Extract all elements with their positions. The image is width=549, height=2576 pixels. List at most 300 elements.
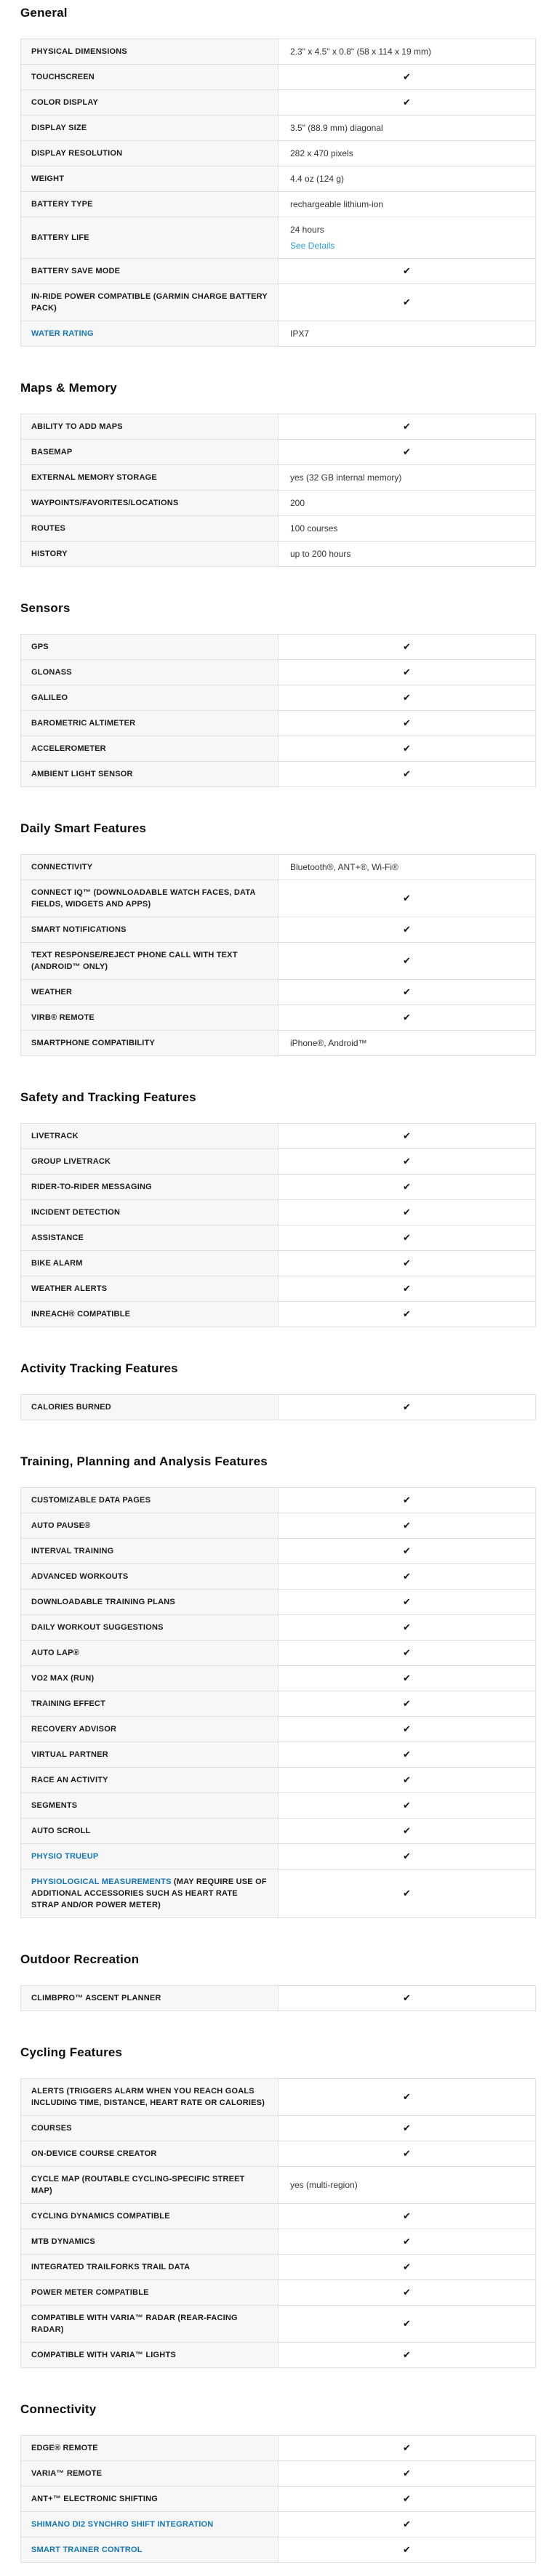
spec-label	[21, 980, 278, 1005]
spec-row	[21, 2141, 536, 2167]
spec-label	[21, 1276, 278, 1302]
spec-row	[21, 65, 536, 90]
spec-value	[278, 90, 536, 116]
checkmark-icon: ✔	[403, 1283, 411, 1294]
checkmark-icon: ✔	[403, 2318, 411, 2329]
spec-table	[20, 414, 536, 567]
spec-label-text: EDGE® REMOTE	[31, 2444, 98, 2452]
spec-label	[21, 1005, 278, 1031]
checkmark-icon: ✔	[403, 1647, 411, 1658]
section-title: Sensors	[20, 601, 71, 615]
checkmark-icon: ✔	[403, 2442, 411, 2453]
spec-value	[278, 980, 536, 1005]
spec-label-text: CYCLING DYNAMICS COMPATIBLE	[31, 2212, 170, 2221]
spec-value	[278, 1768, 536, 1793]
spec-label-text: ABILITY TO ADD MAPS	[31, 422, 123, 431]
spec-value	[278, 1717, 536, 1742]
spec-label-text: GLONASS	[31, 668, 72, 677]
spec-label	[21, 880, 278, 917]
spec-value	[278, 1564, 536, 1590]
spec-value	[278, 39, 536, 65]
spec-label-text: VIRTUAL PARTNER	[31, 1750, 108, 1759]
checkmark-icon: ✔	[403, 1673, 411, 1683]
spec-label	[21, 65, 278, 90]
spec-value	[278, 166, 536, 192]
spec-label	[21, 2204, 278, 2229]
spec-value	[278, 2436, 536, 2461]
checkmark-icon: ✔	[403, 768, 411, 779]
spec-label	[21, 1251, 278, 1276]
spec-value	[278, 635, 536, 660]
spec-row	[21, 1005, 536, 1031]
spec-section	[20, 381, 536, 567]
spec-label-text: RACE AN ACTIVITY	[31, 1776, 108, 1784]
spec-label	[21, 2487, 278, 2512]
spec-row	[21, 1149, 536, 1175]
spec-row	[21, 943, 536, 980]
spec-value	[278, 1539, 536, 1564]
spec-label-text: ASSISTANCE	[31, 1233, 84, 1242]
spec-value	[278, 2343, 536, 2368]
section-title: Safety and Tracking Features	[20, 1090, 196, 1104]
spec-label	[21, 2280, 278, 2306]
spec-label-text: SMART NOTIFICATIONS	[31, 925, 127, 934]
checkmark-icon: ✔	[403, 692, 411, 703]
checkmark-icon: ✔	[403, 641, 411, 652]
spec-value	[278, 1225, 536, 1251]
spec-value	[278, 2512, 536, 2537]
spec-label-text: INTERVAL TRAINING	[31, 1547, 114, 1555]
spec-label-text: INREACH® COMPATIBLE	[31, 1310, 131, 1319]
section-title: Daily Smart Features	[20, 821, 147, 835]
spec-label-text: CONNECT IQ™ (DOWNLOADABLE WATCH FACES, DATA FIELDS, WIDGETS AND APPS)	[31, 888, 256, 909]
spec-value	[278, 440, 536, 465]
spec-value	[278, 1590, 536, 1615]
spec-row	[21, 2255, 536, 2280]
spec-row	[21, 440, 536, 465]
spec-value	[278, 321, 536, 347]
spec-value	[278, 917, 536, 943]
spec-label	[21, 1869, 278, 1918]
checkmark-icon: ✔	[403, 421, 411, 432]
spec-label-link[interactable]: WATER RATING	[31, 329, 94, 338]
spec-table	[20, 1985, 536, 2011]
checkmark-icon: ✔	[403, 2261, 411, 2272]
spec-section	[20, 601, 536, 787]
spec-row	[21, 2306, 536, 2343]
spec-value	[278, 711, 536, 736]
spec-section	[20, 6, 536, 347]
spec-label-text: RIDER-TO-RIDER MESSAGING	[31, 1183, 152, 1191]
spec-row	[21, 321, 536, 347]
spec-label-text: BASEMAP	[31, 448, 73, 456]
spec-row	[21, 1742, 536, 1768]
spec-value	[278, 2280, 536, 2306]
spec-label-text: WEATHER	[31, 988, 73, 997]
checkmark-icon: ✔	[403, 71, 411, 82]
spec-value	[278, 2204, 536, 2229]
checkmark-icon: ✔	[403, 667, 411, 677]
spec-row	[21, 465, 536, 491]
spec-label-text: DISPLAY SIZE	[31, 124, 87, 132]
spec-row	[21, 1844, 536, 1869]
spec-section	[20, 2045, 536, 2368]
spec-value	[278, 1793, 536, 1819]
spec-value	[278, 1200, 536, 1225]
spec-label-text: BAROMETRIC ALTIMETER	[31, 719, 136, 728]
spec-label	[21, 1564, 278, 1590]
spec-row	[21, 1395, 536, 1420]
spec-label-text: WEATHER ALERTS	[31, 1284, 108, 1293]
spec-label	[21, 166, 278, 192]
checkmark-icon: ✔	[403, 2148, 411, 2159]
checkmark-icon: ✔	[403, 1774, 411, 1785]
spec-label	[21, 1225, 278, 1251]
spec-row	[21, 1819, 536, 1844]
spec-label	[21, 685, 278, 711]
spec-row	[21, 516, 536, 542]
spec-table	[20, 634, 536, 787]
checkmark-icon: ✔	[403, 1520, 411, 1531]
spec-value	[278, 2229, 536, 2255]
spec-label-text: BATTERY SAVE MODE	[31, 267, 121, 275]
spec-value-text: Bluetooth®, ANT+®, Wi-Fi®	[290, 862, 398, 872]
spec-label	[21, 1513, 278, 1539]
spec-row	[21, 2343, 536, 2368]
spec-table	[20, 39, 536, 347]
spec-value-text: yes (multi-region)	[290, 2180, 358, 2190]
spec-value	[278, 542, 536, 567]
spec-table	[20, 1394, 536, 1420]
checkmark-icon: ✔	[403, 955, 411, 966]
spec-value	[278, 2306, 536, 2343]
spec-value	[278, 65, 536, 90]
spec-label	[21, 284, 278, 321]
spec-value	[278, 1986, 536, 2011]
spec-value	[278, 1666, 536, 1691]
spec-label	[21, 440, 278, 465]
spec-value	[278, 1641, 536, 1666]
spec-row	[21, 1302, 536, 1327]
section-title: Cycling Features	[20, 2045, 123, 2059]
spec-row	[21, 2079, 536, 2116]
spec-value	[278, 2167, 536, 2204]
spec-value	[278, 2079, 536, 2116]
spec-label	[21, 1590, 278, 1615]
spec-label-text: COMPATIBLE WITH VARIA™ RADAR (REAR-FACING RADAR)	[31, 2314, 238, 2334]
spec-row	[21, 917, 536, 943]
spec-value	[278, 2461, 536, 2487]
spec-value	[278, 2255, 536, 2280]
spec-value	[278, 516, 536, 542]
checkmark-icon: ✔	[403, 446, 411, 457]
spec-value-text: rechargeable lithium-ion	[290, 199, 384, 209]
checkmark-icon: ✔	[403, 1232, 411, 1243]
checkmark-icon: ✔	[403, 1723, 411, 1734]
spec-label	[21, 1641, 278, 1666]
spec-label	[21, 2167, 278, 2204]
spec-value	[278, 1302, 536, 1327]
spec-label-text: BATTERY LIFE	[31, 233, 89, 242]
spec-label	[21, 1986, 278, 2011]
section-title: Outdoor Recreation	[20, 1952, 140, 1966]
spec-label-text: AUTO SCROLL	[31, 1827, 91, 1835]
spec-label	[21, 491, 278, 516]
spec-label	[21, 1844, 278, 1869]
spec-label-text: AUTO LAP®	[31, 1649, 79, 1657]
spec-label-text: VO2 MAX (RUN)	[31, 1674, 95, 1683]
checkmark-icon: ✔	[403, 2493, 411, 2504]
spec-row	[21, 542, 536, 567]
spec-label-text: CYCLE MAP (ROUTABLE CYCLING-SPECIFIC STREET MAP)	[31, 2175, 245, 2195]
spec-row	[21, 1986, 536, 2011]
spec-value	[278, 1819, 536, 1844]
checkmark-icon: ✔	[403, 717, 411, 728]
spec-label-text: GPS	[31, 643, 49, 651]
spec-label-text: ANT+™ ELECTRONIC SHIFTING	[31, 2495, 158, 2503]
spec-value	[278, 284, 536, 321]
spec-label	[21, 259, 278, 284]
spec-label-text: BIKE ALARM	[31, 1259, 83, 1268]
spec-row	[21, 2167, 536, 2204]
spec-value	[278, 217, 536, 259]
spec-row	[21, 855, 536, 880]
checkmark-icon: ✔	[403, 1749, 411, 1760]
spec-label	[21, 90, 278, 116]
spec-value-text: iPhone®, Android™	[290, 1038, 367, 1048]
spec-label	[21, 1302, 278, 1327]
see-details-link[interactable]: See Details	[290, 241, 335, 251]
spec-label-link[interactable]: PHYSIOLOGICAL MEASUREMENTS	[31, 1877, 172, 1886]
spec-row	[21, 1615, 536, 1641]
spec-section	[20, 821, 536, 1056]
checkmark-icon: ✔	[403, 986, 411, 997]
checkmark-icon: ✔	[403, 1207, 411, 1217]
checkmark-icon: ✔	[403, 1308, 411, 1319]
spec-value-text: up to 200 hours	[290, 549, 351, 559]
spec-row	[21, 762, 536, 787]
spec-table	[20, 2435, 536, 2563]
spec-value	[278, 1251, 536, 1276]
spec-value	[278, 414, 536, 440]
spec-label-text: TOUCHSCREEN	[31, 73, 95, 81]
spec-label	[21, 1395, 278, 1420]
spec-row	[21, 1124, 536, 1149]
spec-label	[21, 1149, 278, 1175]
checkmark-icon: ✔	[403, 2544, 411, 2555]
spec-row	[21, 1564, 536, 1590]
checkmark-icon: ✔	[403, 297, 411, 307]
checkmark-icon: ✔	[403, 1622, 411, 1633]
spec-value	[278, 1869, 536, 1918]
spec-label	[21, 1124, 278, 1149]
checkmark-icon: ✔	[403, 743, 411, 754]
spec-value	[278, 1175, 536, 1200]
spec-label	[21, 465, 278, 491]
spec-value	[278, 2537, 536, 2563]
spec-section	[20, 1952, 536, 2011]
spec-label	[21, 1031, 278, 1056]
spec-value	[278, 685, 536, 711]
spec-label	[21, 762, 278, 787]
spec-value	[278, 2141, 536, 2167]
spec-value	[278, 1513, 536, 1539]
section-title: Maps & Memory	[20, 381, 117, 395]
spec-label-text: RECOVERY ADVISOR	[31, 1725, 117, 1734]
spec-label	[21, 116, 278, 141]
spec-label	[21, 711, 278, 736]
spec-row	[21, 1276, 536, 1302]
checkmark-icon: ✔	[403, 1257, 411, 1268]
spec-label	[21, 2229, 278, 2255]
spec-row	[21, 1717, 536, 1742]
spec-row	[21, 192, 536, 217]
spec-label	[21, 2255, 278, 2280]
spec-row	[21, 116, 536, 141]
spec-label	[21, 2306, 278, 2343]
spec-row	[21, 1539, 536, 1564]
spec-label	[21, 1768, 278, 1793]
spec-row	[21, 1768, 536, 1793]
spec-label-text: CALORIES BURNED	[31, 1403, 111, 1412]
spec-sections	[20, 6, 536, 2563]
spec-label	[21, 1615, 278, 1641]
checkmark-icon: ✔	[403, 1012, 411, 1023]
spec-value	[278, 1844, 536, 1869]
spec-row	[21, 1666, 536, 1691]
spec-label-text: ALERTS (TRIGGERS ALARM WHEN YOU REACH GOALS INCLUDING TIME, DISTANCE, HEART RATE OR CALORIES)	[31, 2087, 265, 2107]
spec-value	[278, 1742, 536, 1768]
spec-row	[21, 1200, 536, 1225]
spec-value	[278, 192, 536, 217]
spec-label-text: POWER METER COMPATIBLE	[31, 2288, 149, 2297]
spec-label-text: WAYPOINTS/FAVORITES/LOCATIONS	[31, 499, 179, 507]
spec-value	[278, 1615, 536, 1641]
spec-value-text: 200	[290, 498, 305, 508]
spec-value	[278, 491, 536, 516]
spec-label-text: INTEGRATED TRAILFORKS TRAIL DATA	[31, 2263, 191, 2271]
spec-label-text: SEGMENTS	[31, 1801, 78, 1810]
spec-value	[278, 259, 536, 284]
spec-label-text: WEIGHT	[31, 174, 65, 183]
checkmark-icon: ✔	[403, 1992, 411, 2003]
section-title: General	[20, 6, 68, 20]
spec-label	[21, 2343, 278, 2368]
spec-label	[21, 217, 278, 259]
spec-label-text: DOWNLOADABLE TRAINING PLANS	[31, 1598, 175, 1606]
spec-label-text: EXTERNAL MEMORY STORAGE	[31, 473, 157, 482]
spec-label	[21, 736, 278, 762]
spec-label	[21, 141, 278, 166]
spec-row	[21, 1590, 536, 1615]
checkmark-icon: ✔	[403, 1596, 411, 1607]
spec-row	[21, 1031, 536, 1056]
spec-value	[278, 2487, 536, 2512]
checkmark-icon: ✔	[403, 2210, 411, 2221]
spec-label	[21, 2461, 278, 2487]
checkmark-icon: ✔	[403, 265, 411, 276]
checkmark-icon: ✔	[403, 1156, 411, 1167]
spec-label-text: LIVETRACK	[31, 1132, 79, 1140]
spec-row	[21, 980, 536, 1005]
spec-row	[21, 635, 536, 660]
spec-label-text: CUSTOMIZABLE DATA PAGES	[31, 1496, 151, 1505]
spec-row	[21, 1793, 536, 1819]
checkmark-icon: ✔	[403, 924, 411, 935]
spec-label-link[interactable]: SMART TRAINER CONTROL	[31, 2545, 143, 2554]
checkmark-icon: ✔	[403, 1130, 411, 1141]
spec-value	[278, 2116, 536, 2141]
spec-section	[20, 2402, 536, 2563]
spec-label-text: BATTERY TYPE	[31, 200, 93, 209]
spec-row	[21, 711, 536, 736]
spec-value	[278, 465, 536, 491]
spec-label	[21, 855, 278, 880]
spec-value	[278, 855, 536, 880]
spec-table	[20, 854, 536, 1056]
spec-value-text: 4.4 oz (124 g)	[290, 174, 345, 184]
checkmark-icon: ✔	[403, 1851, 411, 1861]
spec-row	[21, 217, 536, 259]
spec-label-text: ADVANCED WORKOUTS	[31, 1572, 129, 1581]
spec-row	[21, 2116, 536, 2141]
spec-value	[278, 943, 536, 980]
spec-value	[278, 1488, 536, 1513]
spec-label	[21, 1691, 278, 1717]
spec-row	[21, 2461, 536, 2487]
spec-label	[21, 1488, 278, 1513]
spec-row	[21, 284, 536, 321]
spec-table	[20, 2078, 536, 2368]
spec-value	[278, 736, 536, 762]
checkmark-icon: ✔	[403, 2287, 411, 2298]
spec-label-text: COMPATIBLE WITH VARIA™ LIGHTS	[31, 2351, 176, 2359]
spec-label-text: MTB DYNAMICS	[31, 2237, 95, 2246]
spec-label-text: SMARTPHONE COMPATIBILITY	[31, 1039, 155, 1047]
spec-row	[21, 660, 536, 685]
checkmark-icon: ✔	[403, 1800, 411, 1811]
spec-value	[278, 1005, 536, 1031]
spec-row	[21, 2204, 536, 2229]
spec-table	[20, 1487, 536, 1918]
spec-label	[21, 943, 278, 980]
checkmark-icon: ✔	[403, 893, 411, 903]
spec-label	[21, 2537, 278, 2563]
spec-label	[21, 635, 278, 660]
spec-row	[21, 39, 536, 65]
spec-label	[21, 2436, 278, 2461]
spec-label-text: ROUTES	[31, 524, 66, 533]
spec-row	[21, 1175, 536, 1200]
spec-label	[21, 2116, 278, 2141]
spec-row	[21, 2537, 536, 2563]
spec-label	[21, 917, 278, 943]
section-title: Connectivity	[20, 2402, 97, 2416]
spec-row	[21, 880, 536, 917]
spec-label-link[interactable]: PHYSIO TRUEUP	[31, 1852, 99, 1861]
checkmark-icon: ✔	[403, 97, 411, 108]
spec-label-link[interactable]: SHIMANO DI2 SYNCHRO SHIFT INTEGRATION	[31, 2520, 214, 2529]
checkmark-icon: ✔	[403, 1698, 411, 1709]
spec-label-text: AUTO PAUSE®	[31, 1521, 91, 1530]
checkmark-icon: ✔	[403, 2236, 411, 2247]
spec-row	[21, 166, 536, 192]
spec-label	[21, 192, 278, 217]
spec-label-text: DISPLAY RESOLUTION	[31, 149, 123, 158]
checkmark-icon: ✔	[403, 2091, 411, 2102]
spec-label	[21, 1742, 278, 1768]
spec-label-text: AMBIENT LIGHT SENSOR	[31, 770, 133, 778]
